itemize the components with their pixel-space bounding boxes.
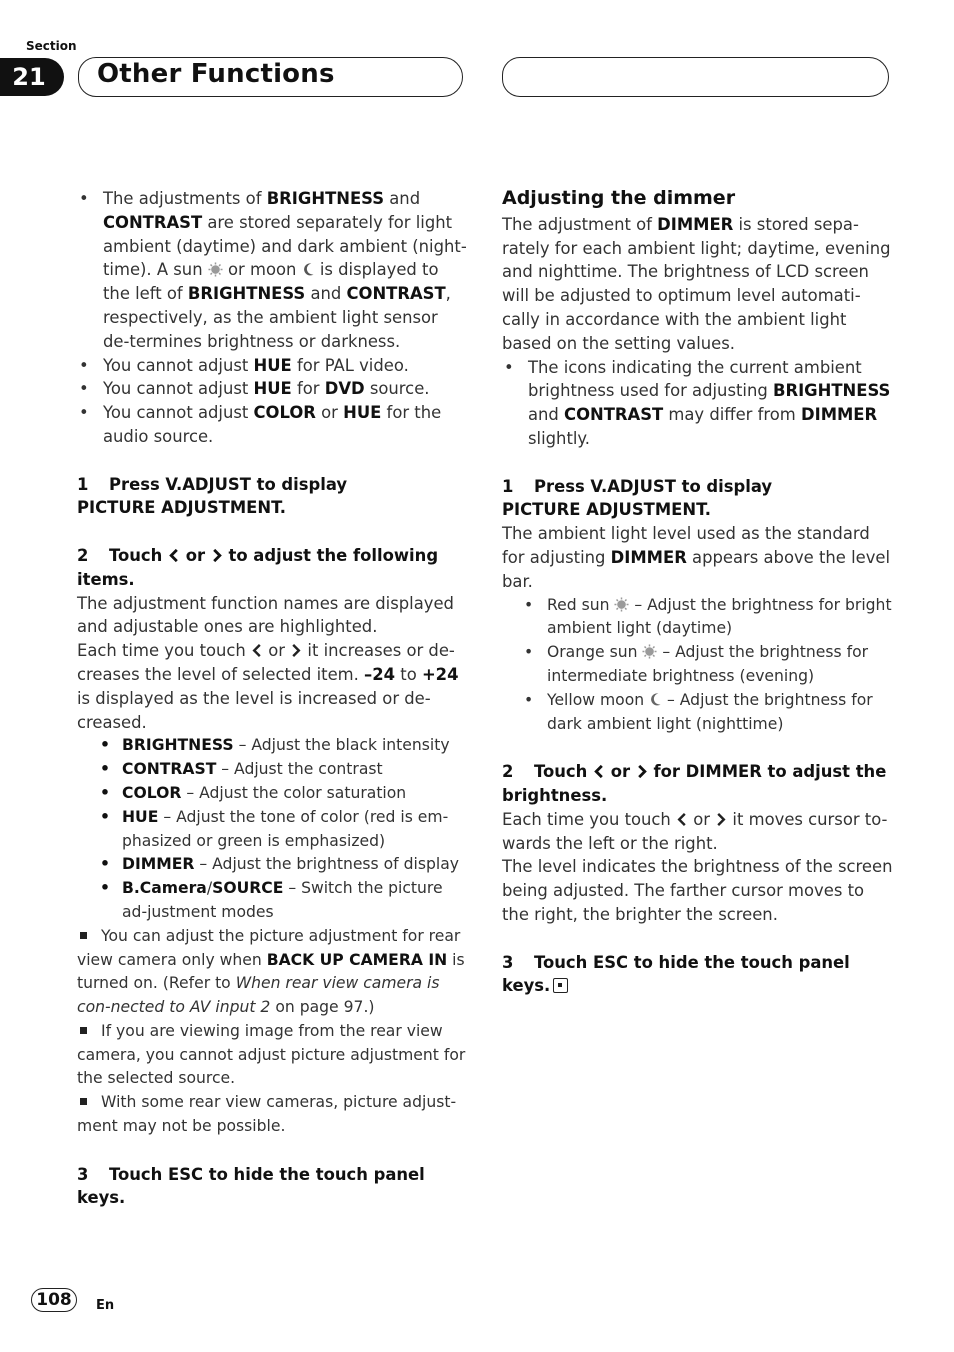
left-column: [77, 187, 469, 1210]
level-yellow-moon: • Yellow moon – Adjust the brightness for dark ambient light (nighttime): [502, 689, 894, 737]
moon-icon: [302, 262, 315, 277]
end-of-section-icon: [553, 978, 568, 993]
note-square-icon: [80, 932, 87, 939]
bullet-hue-dvd: • You cannot adjust HUE for DVD source.: [77, 377, 469, 401]
bullet-color-hue-audio: • You cannot adjust COLOR or HUE for the audio source.: [77, 401, 469, 449]
step-2-description: The adjustment function names are displayed and adjustable ones are highlighted.: [77, 593, 454, 637]
bullet-stored-separately: • The adjustments of BRIGHTNESS and CONTRAST are stored separately for light ambient (daytime) and dark ambient (night-time). A sun or moon is displayed to the left of BRIGHTNESS and CONTRAST, respectively, as the ambient light sensor de-termines brightness or darkness.: [77, 187, 469, 354]
header-right-frame: [502, 57, 889, 97]
page-title: Other Functions: [97, 59, 335, 89]
step-1-heading-line2: PICTURE ADJUSTMENT.: [502, 500, 711, 520]
note-rear-camera: You can adjust the picture adjustment for rear view camera only when BACK UP CAMERA IN is turned on. (Refer to When rear view camera is con-nected to AV input 2 on page 97.): [77, 926, 465, 1017]
step-2-heading: 2 Touch or for DIMMER to adjust the brightness.: [502, 762, 887, 805]
chevron-left-icon: [593, 764, 605, 779]
item-contrast: • CONTRAST – Adjust the contrast: [77, 758, 469, 782]
item-color: • COLOR – Adjust the color saturation: [77, 782, 469, 806]
section-number-badge: 21: [0, 58, 64, 96]
moon-icon: [649, 692, 662, 707]
language-label: En: [96, 1298, 115, 1313]
ambient-level-description: The ambient light level used as the standard for adjusting DIMMER appears above the level bar.: [502, 524, 891, 591]
chevron-right-icon: [636, 764, 648, 779]
step-2-heading: 2 Touch or to adjust the following items.: [77, 545, 439, 589]
sun-icon: [208, 262, 223, 277]
level-orange-sun: • Orange sun – Adjust the brightness for intermediate brightness (evening): [502, 641, 894, 689]
item-dimmer: • DIMMER – Adjust the brightness of display: [77, 853, 469, 877]
level-brightness-description: The level indicates the brightness of the screen being adjusted. The farther cursor moves to the right, the brighter the screen.: [502, 857, 893, 924]
bullet-hue-pal: • You cannot adjust HUE for PAL video.: [77, 354, 469, 378]
note-some-cameras: With some rear view cameras, picture adjust-ment may not be possible.: [77, 1093, 457, 1136]
item-brightness: • BRIGHTNESS – Adjust the black intensity: [77, 734, 469, 758]
section-label: Section: [26, 39, 77, 53]
step-1-heading: 1 Press V.ADJUST to display: [502, 476, 773, 496]
chevron-left-icon: [168, 548, 180, 563]
chevron-right-icon: [715, 812, 727, 827]
level-red-sun: • Red sun – Adjust the brightness for bright ambient light (daytime): [502, 594, 894, 642]
note-rear-view-image: If you are viewing image from the rear view camera, you cannot adjust picture adjustment for the selected source.: [77, 1021, 466, 1088]
sun-icon: [614, 597, 629, 612]
chevron-left-icon: [251, 643, 263, 658]
step-2-level-description: Each time you touch or it increases or de-creases the level of selected item. –24 to +24 is displayed as the level is increased or de-creased.: [77, 641, 459, 732]
chevron-right-icon: [211, 548, 223, 563]
cursor-description: Each time you touch or it moves cursor to-wards the left or the right.: [502, 809, 888, 853]
section-heading-dimmer: Adjusting the dimmer: [502, 187, 736, 209]
item-bcamera-source: • B.Camera/SOURCE – Switch the picture ad-justment modes: [77, 877, 469, 925]
note-square-icon: [80, 1027, 87, 1034]
chevron-right-icon: [290, 643, 302, 658]
step-1-heading-line2: PICTURE ADJUSTMENT.: [77, 498, 286, 518]
chevron-left-icon: [676, 812, 688, 827]
item-hue: • HUE – Adjust the tone of color (red is em-phasized or green is emphasized): [77, 806, 469, 854]
dimmer-intro: The adjustment of DIMMER is stored sepa-rately for each ambient light; daytime, evening and nighttime. The brightness of LCD screen will be adjusted to optimum level automati-cally in accordance with the ambient light based on the setting values.: [502, 214, 891, 353]
step-3-heading: 3 Touch ESC to hide the touch panel keys.: [77, 1164, 425, 1208]
note-square-icon: [80, 1098, 87, 1105]
step-3-heading: 3 Touch ESC to hide the touch panel keys.: [502, 952, 850, 996]
right-column: [502, 187, 894, 998]
step-1-heading: 1 Press V.ADJUST to display: [77, 474, 348, 494]
bullet-icons-differ: • The icons indicating the current ambient brightness used for adjusting BRIGHTNESS and CONTRAST may differ from DIMMER slightly.: [502, 356, 894, 451]
page-number: 108: [31, 1288, 77, 1312]
sun-icon: [642, 644, 657, 659]
